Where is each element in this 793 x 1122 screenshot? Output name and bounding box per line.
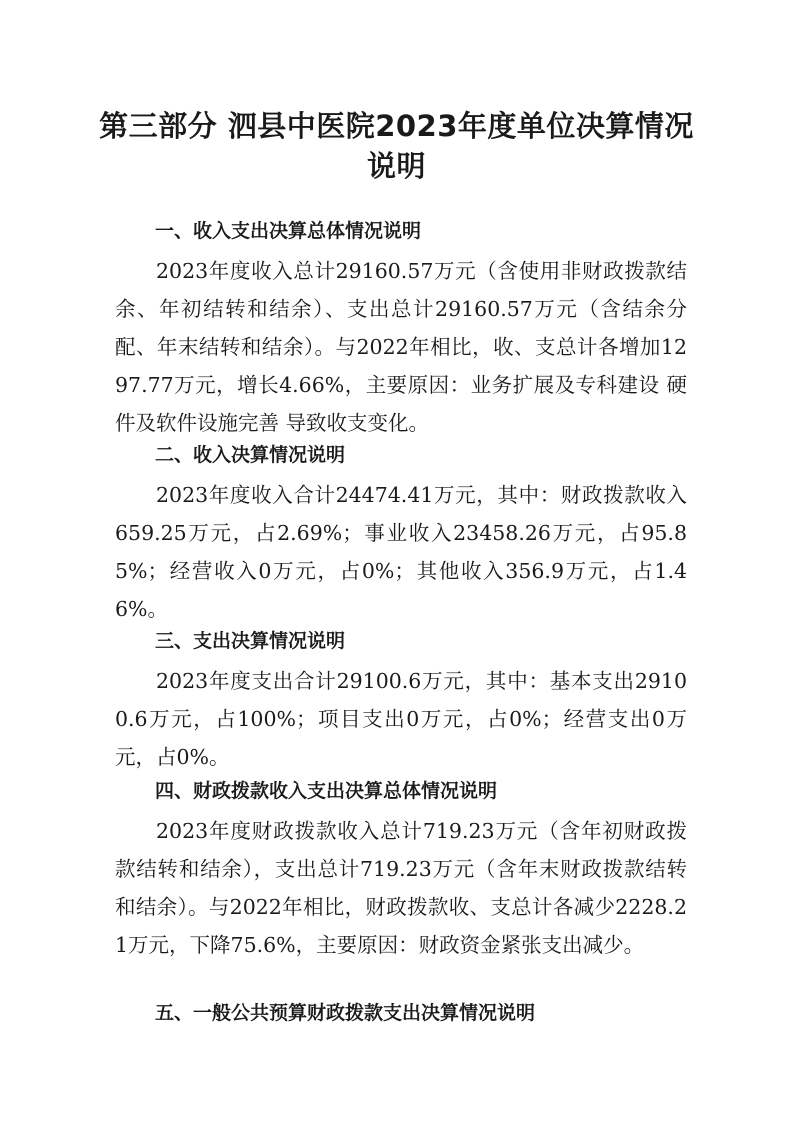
section-paragraph-2: 2023年度收入合计24474.41万元，其中：财政拨款收入659.25万元，占2.69%；事业收入23458.26万元，占95.85%；经营收入0万元，占0%；其他收入356.9万元，占1.46%。	[115, 483, 687, 621]
section-paragraph-1: 2023年度收入总计29160.57万元（含使用非财政拨款结余、年初结转和结余）、支出总计29160.57万元（含结余分配、年末结转和结余）。与2022年相比，收、支总计各增加1297.77万元，增长4.66%，主要原因：业务扩展及专科建设 硬件及软件设施完善 导致收支变化。	[115, 259, 687, 435]
section-heading-2: 二、收入决算情况说明	[155, 444, 346, 466]
section-heading-4: 四、财政拨款收入支出决算总体情况说明	[155, 780, 498, 802]
document-title-line-2: 说明	[366, 149, 426, 183]
section-heading-5: 五、一般公共预算财政拨款支出决算情况说明	[155, 1002, 536, 1024]
document-title-line-1: 第三部分 泗县中医院2023年度单位决算情况	[99, 109, 694, 143]
section-heading-3: 三、支出决算情况说明	[155, 630, 346, 652]
section-paragraph-4: 2023年度财政拨款收入总计719.23万元（含年初财政拨款结转和结余），支出总计719.23万元（含年末财政拨款结转和结余）。与2022年相比，财政拨款收、支总计各减少2228.21万元，下降75.6%，主要原因：财政资金紧张支出减少。	[115, 819, 687, 957]
section-heading-1: 一、收入支出决算总体情况说明	[155, 220, 422, 242]
section-paragraph-3: 2023年度支出合计29100.6万元，其中：基本支出29100.6万元，占100%；项目支出0万元，占0%；经营支出0万元，占0%。	[115, 669, 687, 769]
